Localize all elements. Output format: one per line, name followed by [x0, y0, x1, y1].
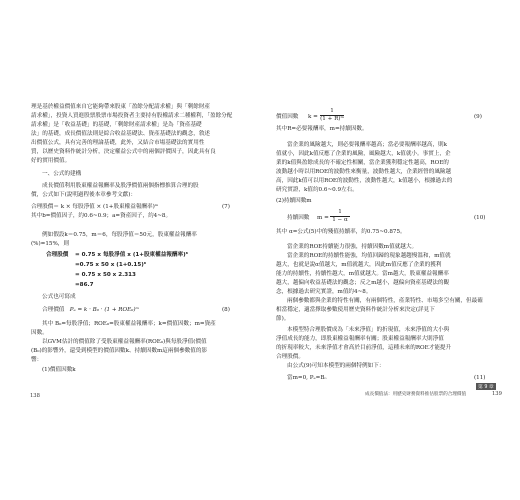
example-line: = 0.75 x 50 x 2.313	[75, 272, 136, 278]
paragraph-line: 高，因此k值可以用ROE的波動性，波動性越大，k值越小，根據過去的	[276, 178, 453, 184]
paragraph-line: 越大，也就是說α值越大，m值就越大，因此m值反應了企業的獲利	[276, 262, 442, 268]
equation-body: ＝ k × 每股淨值 × (1+股東權益報酬率)ᵐ	[53, 204, 159, 210]
equation-number: (9)	[474, 114, 482, 120]
equation-label: 合理股價	[31, 204, 54, 210]
paragraph-line: 響：	[31, 357, 43, 363]
paragraph-line: 價，公式如下(說明過程後本章參考文獻)：	[31, 192, 137, 198]
paragraph-line: (%)=15%，則	[31, 241, 69, 247]
equation-number: (7)	[222, 204, 230, 210]
paragraph-line: 研究實證，k值約0.6~0.9左右。	[276, 187, 358, 193]
equation-11: 當m=0, Pₑ=Bₒ	[287, 375, 327, 381]
paragraph-line: 合理股價。	[276, 354, 304, 360]
page-number: 139	[492, 391, 502, 397]
equation-number: (10)	[474, 215, 486, 221]
fraction-denominator: 1 − α	[330, 216, 350, 224]
equation-lhs: m =	[317, 215, 329, 221]
paragraph-line: 請求權」是「收益基礎」的基礎，「剩餘財產請求權」是為「資產基礎	[31, 122, 202, 128]
equation-label: 持續因數	[287, 215, 310, 221]
paragraph-line: (B₀)的影響外，還受到模型的價值因數k、持續因數m這兩個參數值的影	[31, 348, 208, 354]
paragraph-line: 能力的持續性，持續性越大，m值就越大。當m越大，股東權益報酬率	[276, 271, 449, 277]
paragraph-line: 理是基於權益價值來自它能夠帶來股東「盈餘分配請求權」與「剩餘財產	[31, 104, 211, 110]
paragraph-line: 念，根據過去研究實證，m值約4~8。	[276, 289, 372, 295]
paragraph-line: 法」的基礎，成長價值法則是綜合收益基礎法、資產基礎法的觀念，敘述	[31, 131, 211, 137]
fraction-numerator: 1	[330, 108, 334, 114]
equation-lhs: k =	[308, 114, 318, 120]
example-line: =0.75 x 50 x (1+0.15)⁶	[75, 262, 147, 268]
right-page	[262, 0, 520, 500]
section-heading: 一、公式的建構	[42, 171, 82, 177]
paragraph-line: 業的k值與盈餘成長的不確定性相關，當企業獲利穩定性越高，ROE的	[276, 160, 449, 166]
paragraph-line: 好的實用價值。	[31, 158, 71, 164]
equation-number: (11)	[474, 375, 486, 381]
example-line: = 0.75 x 每股淨值 x (1+股東權益報酬率)⁶	[75, 252, 189, 258]
paragraph-line: 相當穩定，適當擇取參數使用歷史資料作統計分析來決定(詳見下	[276, 307, 435, 313]
paragraph-line: 越大，越偏向收益基礎法的觀念；反之m越小，越偏向資產基礎法的觀	[276, 280, 450, 286]
fraction-denominator: (1 + R)ᵐ	[320, 116, 344, 122]
paragraph-line: 其中 B₀=每股淨值；ROE₀=股東權益報酬率；k=價值因數；m=資產	[42, 321, 216, 327]
paragraph-line: 由公式(9)可知本模型的兩個特例如下：	[287, 363, 385, 369]
paragraph-line: 請求權」，投資人買進股票股票市場投資者主要持有股權請求二種權利，「盈餘分配	[31, 113, 233, 119]
equation-number: (8)	[222, 307, 230, 313]
example-label: 合理股價	[46, 252, 69, 258]
equation-7	[31, 204, 158, 211]
paragraph-line: 其中b=價值因子，約0.6~0.9；a=資產因子，約4~8。	[31, 213, 172, 219]
paragraph-line: 兩個參數都與企業的特性有關，有兩個特性，產業特性、市場多空有關，但最確	[287, 298, 483, 304]
paragraph-line: 的折現率較大，未來淨值才會高於目前淨值，這種未來的ROE才能提升	[276, 345, 452, 351]
equation-8	[42, 307, 139, 314]
fraction-numerator: 1	[338, 209, 342, 215]
paragraph-line: 出價值公式，具有完善的理論基礎，此外，又結合市場基礎法的實用性	[31, 140, 205, 146]
paragraph-line: 當企業的ROE的持續性能強，均值回歸的現象越趨慢溫和，m值就	[287, 253, 451, 259]
equation-note: 其中R=必要報酬率，m=持續因數。	[276, 126, 368, 132]
paragraph-line: 當企業的ROE持續能力很強，持續因數m值就越大。	[287, 244, 418, 250]
paragraph-line: 公式也可寫成	[42, 294, 76, 300]
page-number: 138	[30, 393, 40, 399]
paragraph-line: 例如假設k＝0.75，m＝6，每股淨值＝50元，股東權益報酬率	[42, 232, 197, 238]
paragraph-line: 因數。	[31, 330, 48, 336]
equation-9-fraction	[320, 108, 344, 122]
chapter-badge: 第 9 章	[478, 385, 494, 390]
example-line: =86.7	[75, 282, 94, 288]
paragraph-line: 以GVM估計的價值除了受股東權益報酬率(ROE₀)與每股淨值(價值	[42, 339, 207, 345]
paragraph-line: 本模型特合理股價成為「未來淨值」的折現值，未來淨值的大小與	[287, 327, 450, 333]
equation-note: 其中 α=公式(5)中的殘值持續率，約0.75~0.875。	[276, 229, 406, 235]
subsection-heading: (1)價值因數k	[42, 367, 76, 373]
paragraph-line: 當企業的風險越大，則必要報酬率越高；當必要報酬率越高，則k	[287, 142, 448, 148]
equation-label: 合理價值	[42, 307, 65, 313]
paragraph-line: 淨值成長的能力，即股東權益報酬率有關；股東權益報酬率大則淨值	[276, 336, 444, 342]
equation-10-fraction	[330, 209, 350, 223]
paragraph-line: 值就小，因此k值反應了企業的風險，風險越大，k值就小。事實上，企	[276, 151, 451, 157]
subsection-heading: (2)持續因數m	[276, 198, 312, 204]
running-head: 成長價值法：用歷史財務資料推估股票的合理價值	[365, 392, 467, 397]
equation-body: Pₑ = k · B₀ · (1 + ROE₀)ᵐ	[69, 307, 140, 313]
equation-label: 價值因數	[276, 114, 299, 120]
paragraph-line: 成長價值利用股東權益報酬率及股淨價值兩個指標推算合理的股	[42, 183, 199, 189]
paragraph-line: 質，以歷史資料作統計分析，決定權益公式中的兩個評價因子，因此具有良	[31, 149, 216, 155]
paragraph-line: 節)。	[276, 316, 290, 322]
paragraph-line: 波動越小時以用ROE的波動性來衡量，波動性越大，企業經營的風險越	[276, 169, 452, 175]
